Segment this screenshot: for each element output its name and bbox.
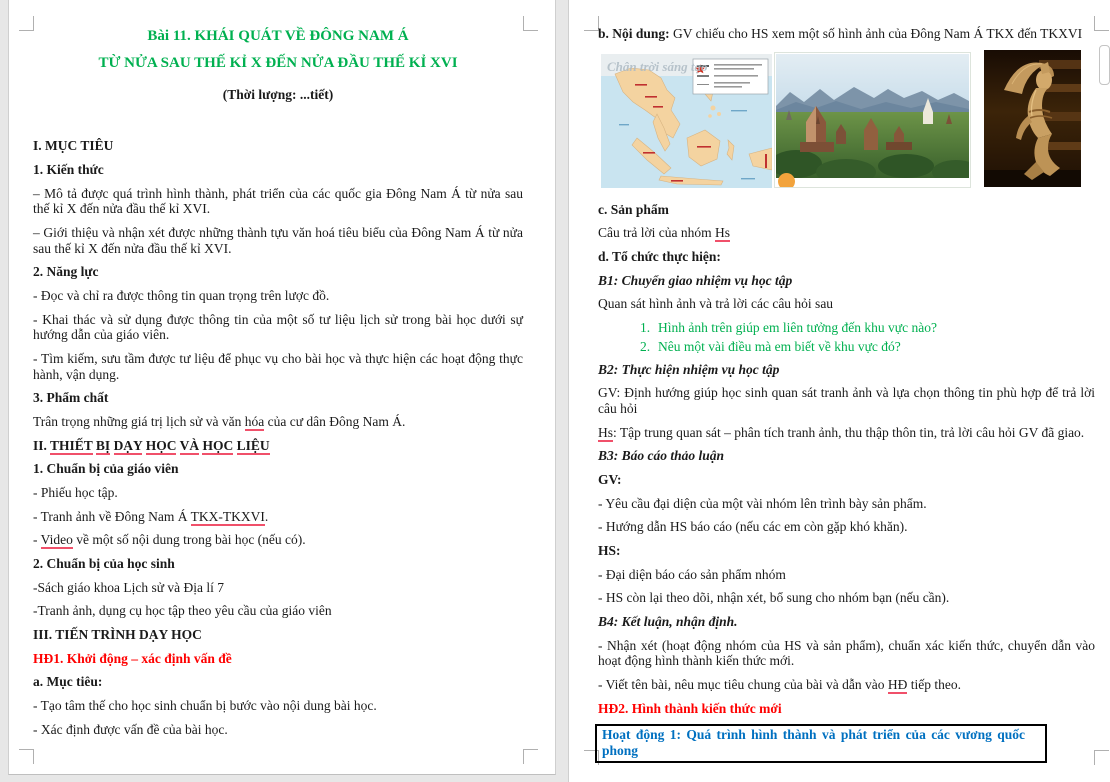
document-page-right[interactable]: [568, 0, 1110, 782]
question-item-1: [640, 320, 1095, 337]
lesson-title-line-2: TỪ NỬA SAU THẾ KỈ X ĐẾN NỬA ĐẦU THẾ KỈ XVI: [98, 55, 458, 72]
bagan-temples-photo[interactable]: [774, 52, 971, 188]
spellcheck-word: TKX-TKXVI: [190, 508, 265, 524]
spellcheck-word: DẠY: [113, 437, 143, 453]
text-run: - Tranh ảnh về Đông Nam Á: [33, 508, 191, 524]
subheading-nang-luc: 2. Năng lực: [33, 264, 99, 280]
paragraph-sgk: -Sách giáo khoa Lịch sử và Địa lí 7: [33, 579, 225, 595]
section-heading-thiet-bi: [33, 438, 523, 454]
text-run: -: [33, 532, 41, 548]
text-run: II.: [33, 437, 51, 453]
paragraph-xac-dinh: - Xác định được vấn đề của bài học.: [33, 721, 228, 737]
paragraph-cau-tra-loi: [598, 225, 1095, 241]
paragraph-dai-dien: - Đại diện báo cáo sản phẩm nhóm: [598, 566, 786, 582]
spellcheck-word: Video: [40, 532, 73, 548]
subheading-muc-tieu-a: a. Mục tiêu:: [33, 674, 103, 690]
list-number: 2.: [640, 338, 651, 354]
paragraph-tranh-anh: [33, 509, 523, 525]
step-b2-heading: B2: Thực hiện nhiệm vụ học tập: [598, 361, 780, 377]
paragraph-tim-kiem: - Tìm kiếm, sưu tầm được tư liệu để phục vụ cho bài học và thực hiện các hoạt động thực hành, vận dụng.: [33, 351, 523, 382]
spellcheck-word: HỌC: [202, 437, 234, 453]
map-watermark: Chân trời sáng tạo: [607, 58, 708, 74]
lesson-duration: (Thời lượng: ...tiết): [222, 86, 334, 102]
subheading-pham-chat: 3. Phẩm chất: [33, 390, 109, 406]
images-row: [598, 50, 1095, 190]
subheading-kien-thuc: 1. Kiến thức: [33, 162, 104, 178]
spellcheck-word: Hs: [715, 225, 731, 241]
paragraph-theo-doi: - HS còn lại theo dõi, nhận xét, bổ sung cho nhóm bạn (nếu cần).: [598, 590, 950, 606]
spellcheck-word: BỊ: [95, 437, 111, 453]
question-text: Hình ảnh trên giúp em liên tưởng đến khu vực nào?: [658, 319, 937, 335]
text-run: .: [264, 508, 269, 524]
paragraph-khai-thac: - Khai thác và sử dụng được thông tin của một số tư liệu lịch sử trong bài học dưới sự hướng dẫn của giáo viên.: [33, 311, 523, 343]
bold-label: b. Nội dung:: [598, 26, 670, 41]
paragraph-yeu-cau: - Yêu cầu đại diện của một vài nhóm lên trình bày sản phẩm.: [598, 495, 927, 511]
question-list: [640, 320, 1095, 356]
heading-hd2: HĐ2. Hình thành kiến thức mới: [598, 700, 782, 716]
paragraph-viet-ten-bai: [598, 677, 1095, 693]
question-item-2: [640, 339, 1095, 356]
document-page-left[interactable]: [8, 0, 556, 775]
text-run: tiếp theo.: [907, 676, 961, 692]
paragraph-noi-dung: [598, 26, 1095, 42]
spellcheck-word: HĐ: [887, 676, 908, 692]
spellcheck-word: Hs: [598, 424, 614, 440]
subheading-chuan-bi-gv: 1. Chuẩn bị của giáo viên: [33, 461, 179, 477]
subheading-chuan-bi-hs: 2. Chuẩn bị của học sinh: [33, 555, 175, 571]
paragraph-gioi-thieu: – Giới thiệu và nhận xét được những thành tựu văn hoá tiêu biểu của Đông Nam Á từ nửa sau thế kỉ X đến nửa đầu thế kỉ XVI.: [33, 225, 523, 256]
text-run: : Tập trung quan sát – phân tích tranh ảnh, thu thập thôn tin, trả lời câu hỏi GV đã giao.: [613, 424, 1085, 440]
activity-1-title-box: Hoạt động 1: Quá trình hình thành và phát triển của các vương quốc phong: [595, 724, 1047, 763]
spellcheck-word: VÀ: [179, 437, 200, 453]
spellcheck-word: THIẾT: [50, 437, 93, 453]
step-b1-heading: B1: Chuyển giao nhiệm vụ học tập: [598, 272, 793, 288]
text-run: GV chiếu cho HS xem một số hình ảnh của Đông Nam Á TKX đến TKXVI: [669, 26, 1083, 41]
stone-dancer-statue-photo[interactable]: [984, 50, 1081, 187]
paragraph-gv-dinh-huong: GV: Định hướng giúp học sinh quan sát tranh ảnh và lựa chọn thông tin phù hợp để trả lời câu hỏi: [598, 385, 1095, 416]
hs-label: HS:: [598, 542, 621, 558]
text-run: - Viết tên bài, nêu mục tiêu chung của bài và dẫn vào: [598, 676, 888, 692]
subheading-to-chuc: d. Tổ chức thực hiện:: [598, 248, 721, 264]
section-heading-muc-tieu: I. MỤC TIÊU: [33, 138, 114, 154]
vertical-scrollbar-thumb[interactable]: [1099, 45, 1110, 85]
paragraph-video: [33, 532, 523, 548]
spellcheck-word: HỌC: [145, 437, 177, 453]
heading-hd1: HĐ1. Khởi động – xác định vấn đề: [33, 650, 232, 666]
paragraph-tran-trong: [33, 414, 523, 430]
paragraph-doc: - Đọc và chỉ ra được thông tin quan trọng trên lược đồ.: [33, 288, 330, 304]
paragraph-mo-ta: – Mô tả được quá trình hình thành, phát triển của các quốc gia Đông Nam Á từ nửa sau thế kỉ X đến nửa đầu thế kỉ XVI.: [33, 185, 523, 217]
step-b3-heading: B3: Báo cáo thảo luận: [598, 448, 725, 464]
section-heading-tien-trinh: III. TIẾN TRÌNH DẠY HỌC: [33, 626, 202, 642]
text-run: Câu trả lời của nhóm: [598, 225, 715, 241]
lesson-title-line-1: Bài 11. KHÁI QUÁT VỀ ĐÔNG NAM Á: [147, 28, 409, 44]
text-run: Trân trọng những giá trị lịch sử và văn: [33, 413, 245, 429]
gv-label: GV:: [598, 471, 622, 487]
spellcheck-word: LIỆU: [236, 437, 270, 453]
subheading-san-pham: c. Sản phẩm: [598, 201, 669, 217]
list-number: 1.: [640, 319, 651, 335]
map-of-southeast-asia-image[interactable]: [601, 54, 772, 188]
paragraph-huong-dan: - Hướng dẫn HS báo cáo (nếu các em còn gặp khó khăn).: [598, 519, 908, 535]
question-text: Nêu một vài điều mà em biết về khu vực đó?: [658, 338, 901, 354]
step-b4-heading: B4: Kết luận, nhận định.: [598, 613, 738, 629]
caption-bubble: [778, 173, 795, 188]
paragraph-nhan-xet: - Nhận xét (hoạt động nhóm của HS và sản phẩm), chuẩn xác kiến thức, chuyển dẫn vào hoạt động hình thành kiến thức mới.: [598, 637, 1095, 669]
paragraph-tam-the: - Tạo tâm thế cho học sinh chuẩn bị bước vào nội dung bài học.: [33, 697, 377, 713]
paragraph-dung-cu: -Tranh ảnh, dụng cụ học tập theo yêu cầu của giáo viên: [33, 603, 332, 619]
spellcheck-word: hóa: [244, 413, 265, 429]
paragraph-hs-tap-trung: [598, 425, 1095, 441]
paragraph-phieu: - Phiếu học tập.: [33, 484, 118, 500]
text-run: về một số nội dung trong bài học (nếu có).: [72, 532, 306, 548]
paragraph-quan-sat: Quan sát hình ảnh và trả lời các câu hỏi sau: [598, 296, 834, 312]
text-run: của cư dân Đông Nam Á.: [264, 413, 406, 429]
